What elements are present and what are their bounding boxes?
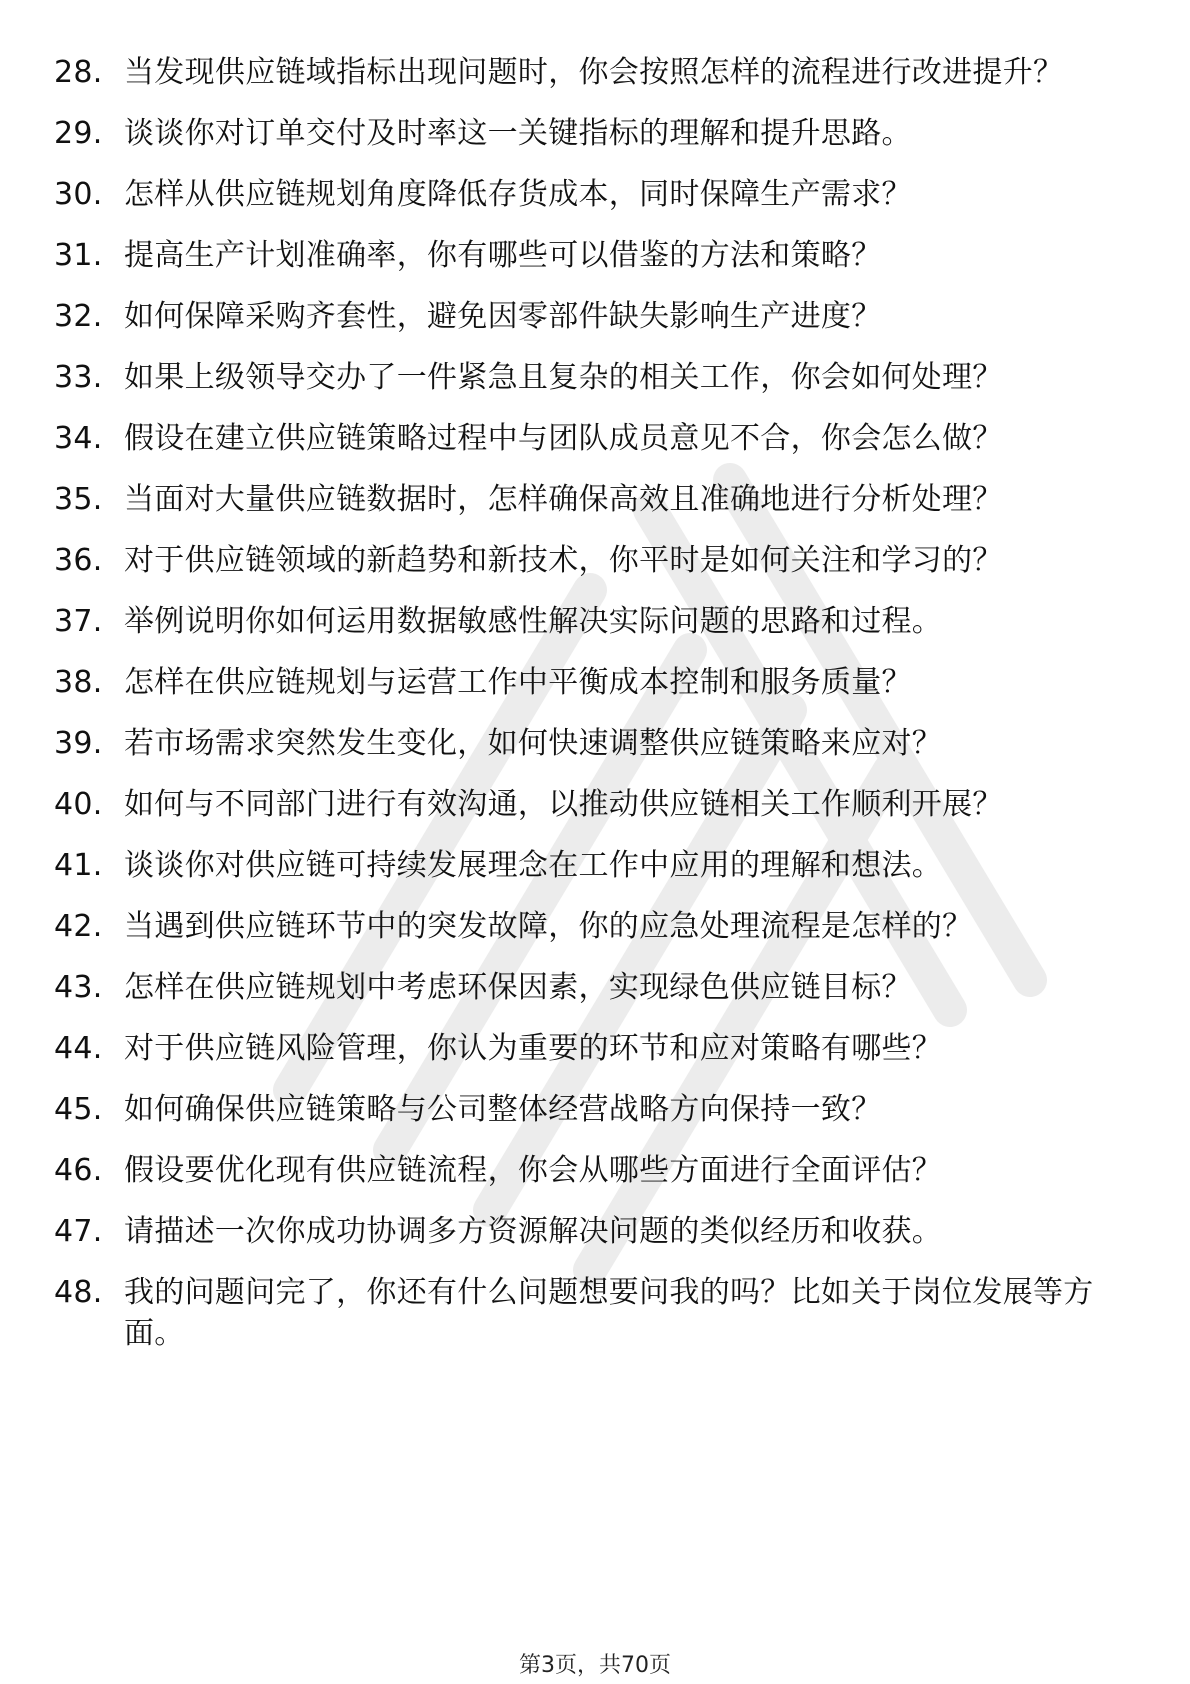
- list-item: [54, 1272, 1144, 1354]
- list-item: [54, 235, 1144, 276]
- list-item: [54, 174, 1144, 215]
- list-item: [54, 1089, 1144, 1130]
- question-number: 39.: [54, 726, 103, 761]
- question-text: 如何保障采购齐套性，避免因零部件缺失影响生产进度？: [124, 299, 882, 334]
- list-item: [54, 967, 1144, 1008]
- question-number: 42.: [54, 909, 103, 944]
- page-footer: 第3页，共70页: [519, 1653, 671, 1678]
- question-number: 44.: [54, 1031, 103, 1066]
- list-item: [54, 1150, 1144, 1191]
- question-text: 当遇到供应链环节中的突发故障，你的应急处理流程是怎样的？: [124, 909, 973, 944]
- question-text: 怎样在供应链规划中考虑环保因素，实现绿色供应链目标？: [124, 970, 912, 1005]
- list-item: [54, 540, 1144, 581]
- list-item: [54, 296, 1144, 337]
- list-item: [54, 479, 1144, 520]
- list-item: [54, 1028, 1144, 1069]
- question-text: 如何与不同部门进行有效沟通，以推动供应链相关工作顺利开展？: [124, 787, 1003, 822]
- question-number: 46.: [54, 1153, 103, 1188]
- question-text: 当发现供应链域指标出现问题时，你会按照怎样的流程进行改进提升？: [124, 55, 1064, 90]
- question-number: 32.: [54, 299, 103, 334]
- question-number: 41.: [54, 848, 103, 883]
- question-text: 举例说明你如何运用数据敏感性解决实际问题的思路和过程。: [124, 604, 943, 639]
- question-text: 如果上级领导交办了一件紧急且复杂的相关工作，你会如何处理？: [124, 360, 1003, 395]
- question-number: 40.: [54, 787, 103, 822]
- list-item: [54, 357, 1144, 398]
- question-number: 38.: [54, 665, 103, 700]
- question-text: 如何确保供应链策略与公司整体经营战略方向保持一致？: [124, 1092, 882, 1127]
- question-text: 假设在建立供应链策略过程中与团队成员意见不合，你会怎么做？: [124, 421, 1003, 456]
- question-text: 假设要优化现有供应链流程，你会从哪些方面进行全面评估？: [124, 1153, 943, 1188]
- question-text: 谈谈你对订单交付及时率这一关键指标的理解和提升思路。: [124, 116, 912, 151]
- question-text: 我的问题问完了，你还有什么问题想要问我的吗？比如关于岗位发展等方面。: [124, 1275, 1094, 1351]
- question-number: 29.: [54, 116, 103, 151]
- question-text: 对于供应链领域的新趋势和新技术，你平时是如何关注和学习的？: [124, 543, 1003, 578]
- question-number: 36.: [54, 543, 103, 578]
- list-item: [54, 418, 1144, 459]
- question-number: 47.: [54, 1214, 103, 1249]
- list-item: [54, 906, 1144, 947]
- list-item: [54, 845, 1144, 886]
- question-number: 45.: [54, 1092, 103, 1127]
- question-number: 30.: [54, 177, 103, 212]
- list-item: [54, 784, 1144, 825]
- question-text: 提高生产计划准确率，你有哪些可以借鉴的方法和策略？: [124, 238, 882, 273]
- question-text: 请描述一次你成功协调多方资源解决问题的类似经历和收获。: [124, 1214, 943, 1249]
- question-number: 28.: [54, 55, 103, 90]
- list-item: [54, 113, 1144, 154]
- question-text: 当面对大量供应链数据时，怎样确保高效且准确地进行分析处理？: [124, 482, 1003, 517]
- question-text: 若市场需求突然发生变化，如何快速调整供应链策略来应对？: [124, 726, 943, 761]
- list-item: [54, 1211, 1144, 1252]
- question-text: 怎样在供应链规划与运营工作中平衡成本控制和服务质量？: [124, 665, 912, 700]
- list-item: [54, 52, 1144, 93]
- question-number: 31.: [54, 238, 103, 273]
- question-text: 怎样从供应链规划角度降低存货成本，同时保障生产需求？: [124, 177, 912, 212]
- question-number: 43.: [54, 970, 103, 1005]
- question-number: 48.: [54, 1275, 103, 1310]
- question-number: 33.: [54, 360, 103, 395]
- question-list: [54, 52, 1144, 1374]
- question-number: 37.: [54, 604, 103, 639]
- list-item: [54, 662, 1144, 703]
- question-number: 35.: [54, 482, 103, 517]
- question-text: 谈谈你对供应链可持续发展理念在工作中应用的理解和想法。: [124, 848, 943, 883]
- list-item: [54, 601, 1144, 642]
- question-text: 对于供应链风险管理，你认为重要的环节和应对策略有哪些？: [124, 1031, 943, 1066]
- question-number: 34.: [54, 421, 103, 456]
- list-item: [54, 723, 1144, 764]
